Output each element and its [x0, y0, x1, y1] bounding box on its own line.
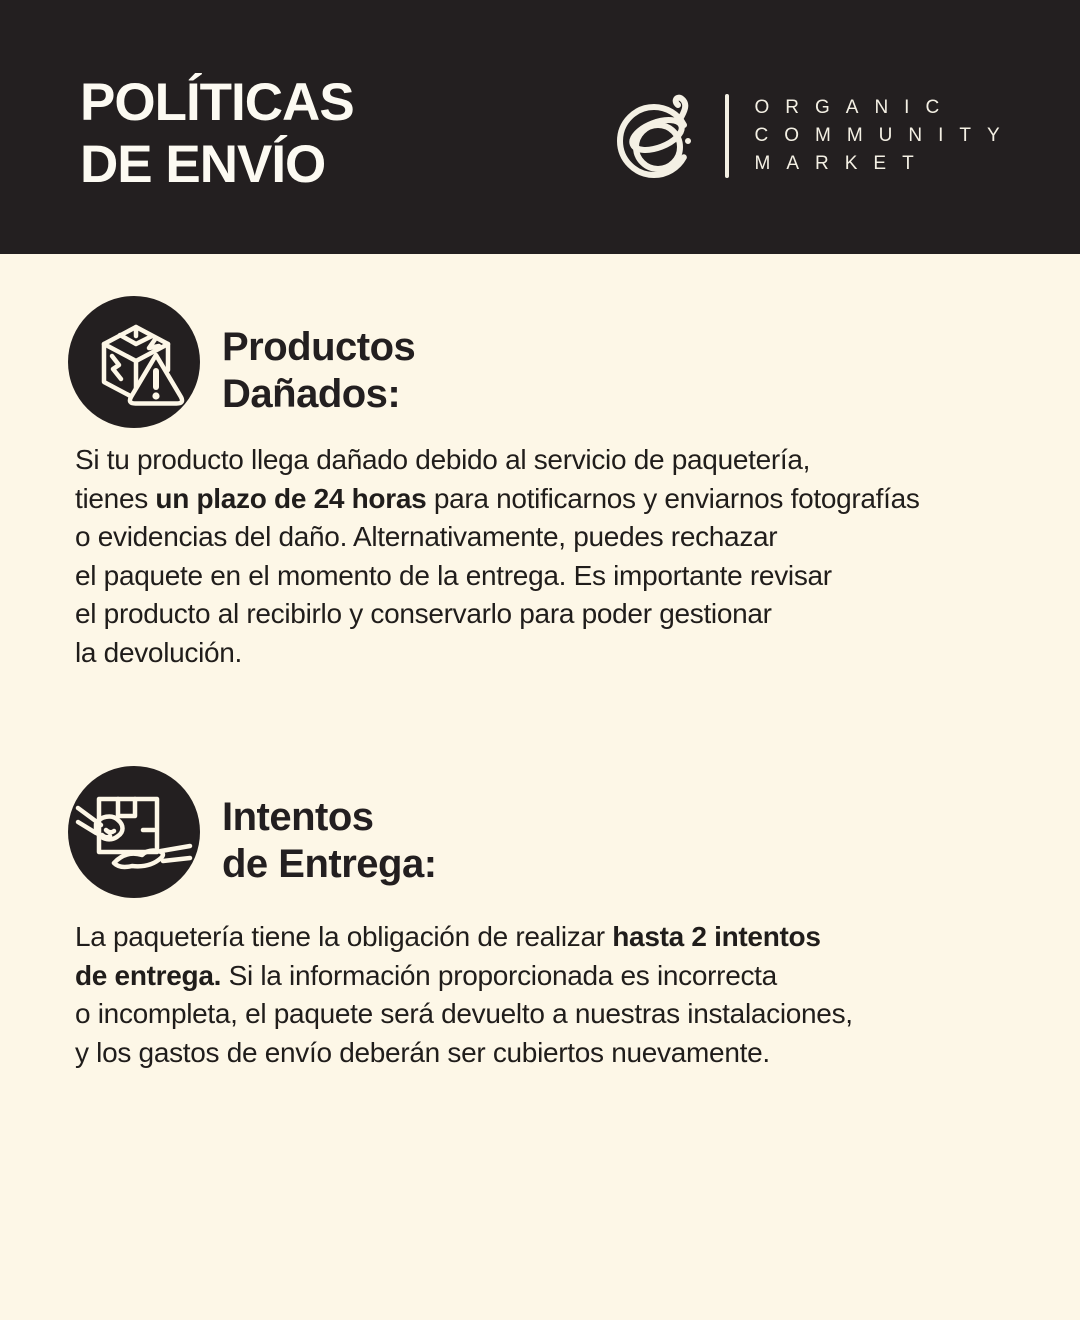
title-line-2: DE ENVÍO — [80, 135, 326, 194]
logo-divider — [725, 94, 729, 178]
heading-line-1: Productos — [222, 325, 416, 369]
paragraph-intentos-de-entrega: La paquetería tiene la obligación de realizar hasta 2 intentos de entrega. Si la información proporcionada es incorrecta o incompleta, el paquete será devuelto a nuestras instalaciones, y los gastos de envío deberán ser cubiertos nuevamente. — [75, 921, 853, 1068]
section-heading-intentos-de-entrega — [222, 794, 437, 888]
brand-logo — [616, 92, 1016, 180]
hand-delivery-box-icon — [68, 766, 200, 898]
brand-name-line-3: MARKET — [754, 153, 930, 174]
brand-name — [755, 94, 1016, 178]
brand-name-line-2: COMMUNITY — [754, 125, 1016, 146]
brand-name-line-1: ORGANIC — [754, 97, 956, 118]
organic-community-market-monogram-icon — [616, 93, 696, 179]
header — [0, 0, 1080, 254]
heading-line-2: Dañados: — [222, 372, 401, 416]
title-line-1: POLÍTICAS — [80, 73, 354, 132]
page-title — [80, 72, 354, 196]
heading-line-2: de Entrega: — [222, 842, 437, 886]
section-heading-productos-danados — [222, 324, 415, 418]
heading-line-1: Intentos — [222, 795, 374, 839]
damaged-box-warning-icon — [68, 296, 200, 428]
paragraph-productos-danados: Si tu producto llega dañado debido al servicio de paquetería, tienes un plazo de 24 horas para notificarnos y enviarnos fotografías o evidencias del daño. Alternativamente, puedes rechazar el paquete en el momento de la entrega. Es importante revisar el producto al recibirlo y conservarlo para poder gestionar la devolución. — [75, 444, 920, 668]
